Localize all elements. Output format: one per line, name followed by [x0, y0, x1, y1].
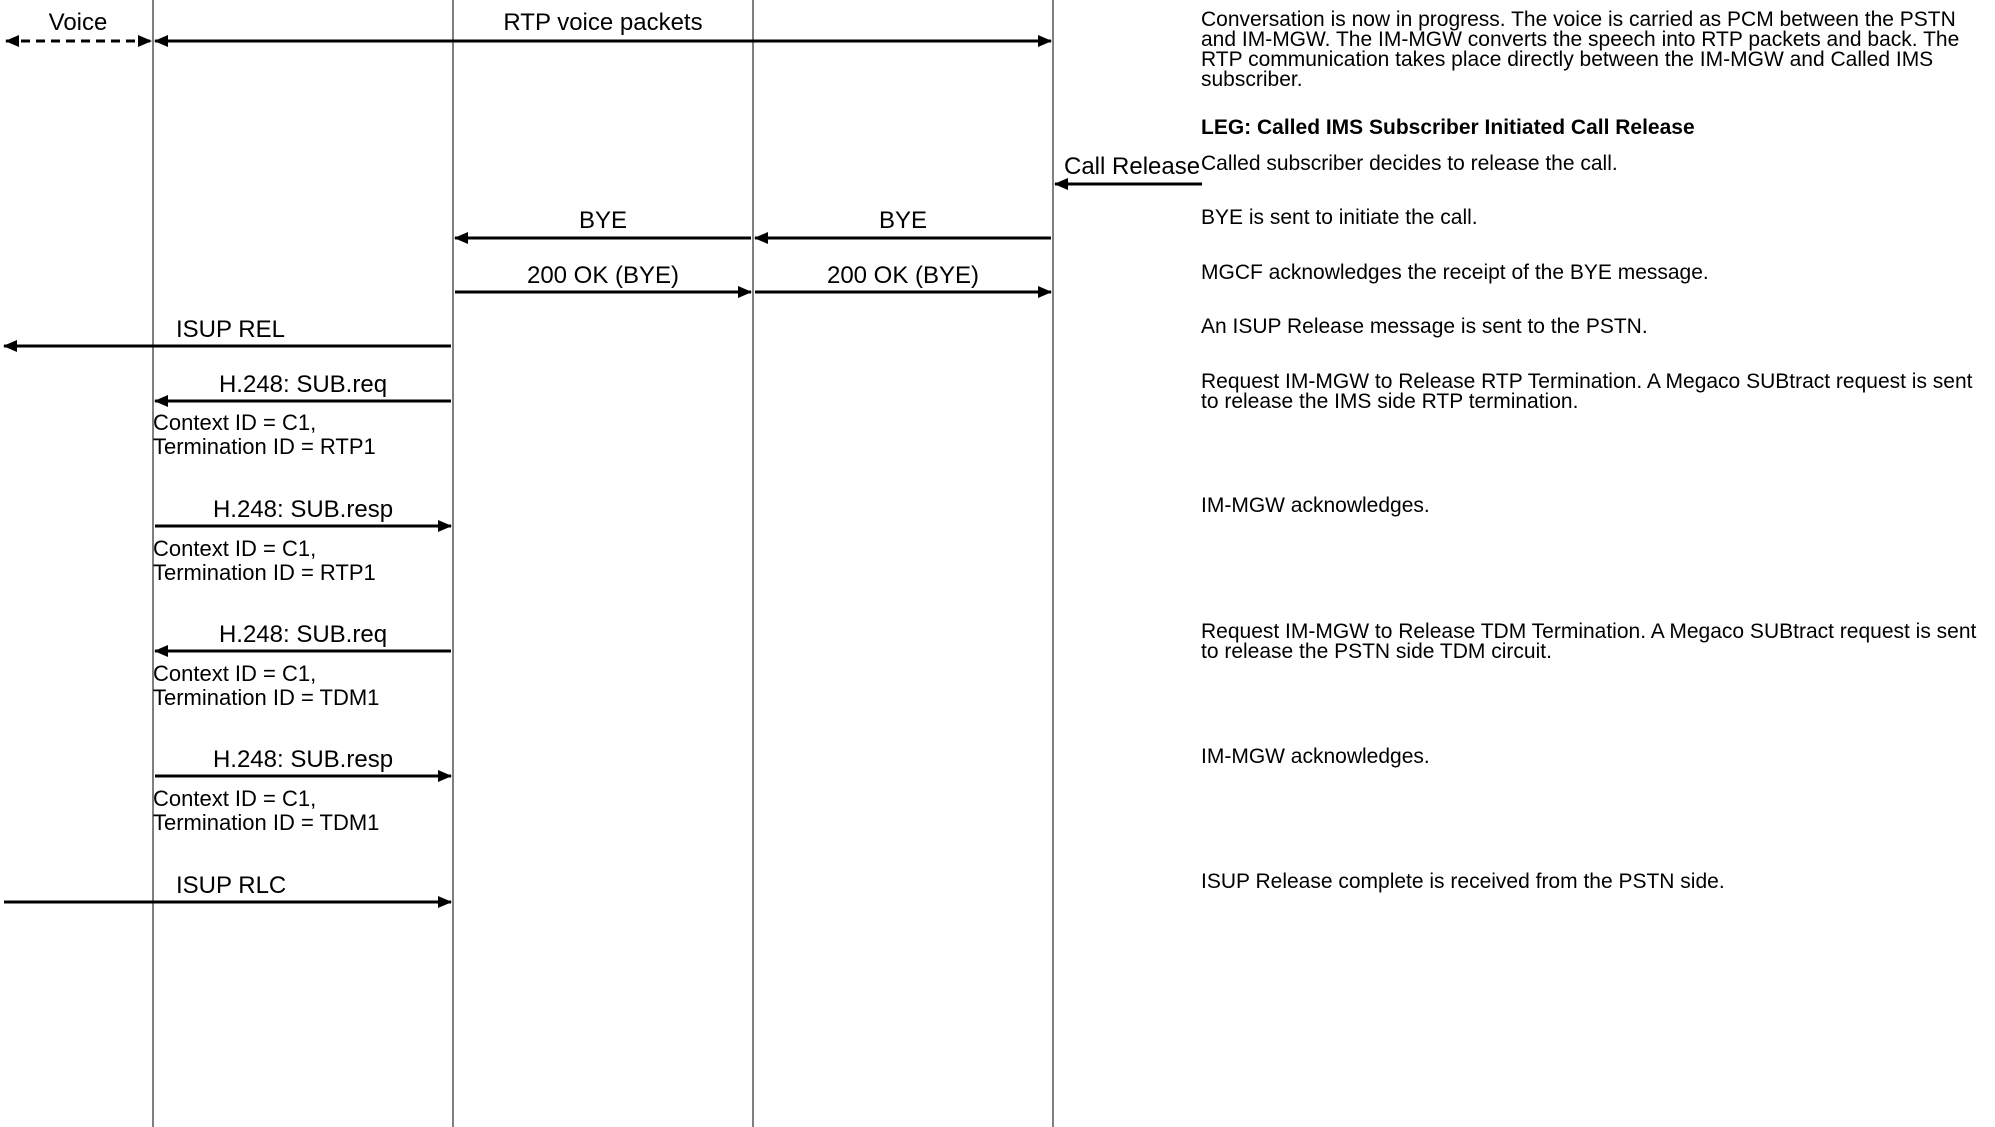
- param-4-line1: Context ID = C1,: [153, 786, 317, 811]
- description-sub-resp-tdm: IM-MGW acknowledges.: [1201, 745, 1430, 768]
- description-isup-rel: An ISUP Release message is sent to the PSTN.: [1201, 315, 1648, 338]
- description-sub-resp-rtp: IM-MGW acknowledges.: [1201, 494, 1430, 517]
- isup-rel-label: ISUP REL: [176, 316, 285, 343]
- param-2-line2: Termination ID = RTP1: [153, 560, 376, 585]
- description-leg-heading: LEG: Called IMS Subscriber Initiated Call Release: [1201, 116, 1695, 139]
- bye-label-2: BYE: [878, 207, 928, 234]
- sub-req-label-1: H.248: SUB.req: [218, 371, 388, 398]
- param-4-line2: Termination ID = TDM1: [153, 810, 380, 835]
- description-isup-rlc: ISUP Release complete is received from the PSTN side.: [1201, 870, 1725, 893]
- description-sub-req-tdm: Request IM-MGW to Release TDM Termination. A Megaco SUBtract request is sent to release the PSTN side TDM circuit.: [1201, 620, 1977, 663]
- param-3-line1: Context ID = C1,: [153, 661, 317, 686]
- voice-label: Voice: [48, 9, 108, 36]
- call-release-label: Call Release: [1064, 153, 1201, 180]
- ok-label-1: 200 OK (BYE): [526, 262, 680, 289]
- param-1-line2: Termination ID = RTP1: [153, 434, 376, 459]
- sub-resp-label-1: H.248: SUB.resp: [212, 496, 394, 523]
- param-2-line1: Context ID = C1,: [153, 536, 317, 561]
- description-bye: BYE is sent to initiate the call.: [1201, 206, 1478, 229]
- param-3-line2: Termination ID = TDM1: [153, 685, 380, 710]
- description-sub-req-rtp: Request IM-MGW to Release RTP Termination. A Megaco SUBtract request is sent to release the IMS side RTP termination.: [1201, 370, 1973, 413]
- description-call-release: Called subscriber decides to release the call.: [1201, 152, 1618, 175]
- ok-label-2: 200 OK (BYE): [826, 262, 980, 289]
- param-1-line1: Context ID = C1,: [153, 410, 317, 435]
- isup-rlc-label: ISUP RLC: [176, 872, 287, 899]
- rtp-label: RTP voice packets: [503, 9, 703, 36]
- sub-req-label-2: H.248: SUB.req: [218, 621, 388, 648]
- description-conversation: Conversation is now in progress. The voice is carried as PCM between the PSTN and IM-MGW. The IM-MGW converts the speech into RTP packets and back. The RTP communication takes place directly between the IM-MGW and Called IMS subscriber.: [1201, 8, 1960, 91]
- bye-label-1: BYE: [578, 207, 628, 234]
- sub-resp-label-2: H.248: SUB.resp: [212, 746, 394, 773]
- description-ok: MGCF acknowledges the receipt of the BYE message.: [1201, 261, 1709, 284]
